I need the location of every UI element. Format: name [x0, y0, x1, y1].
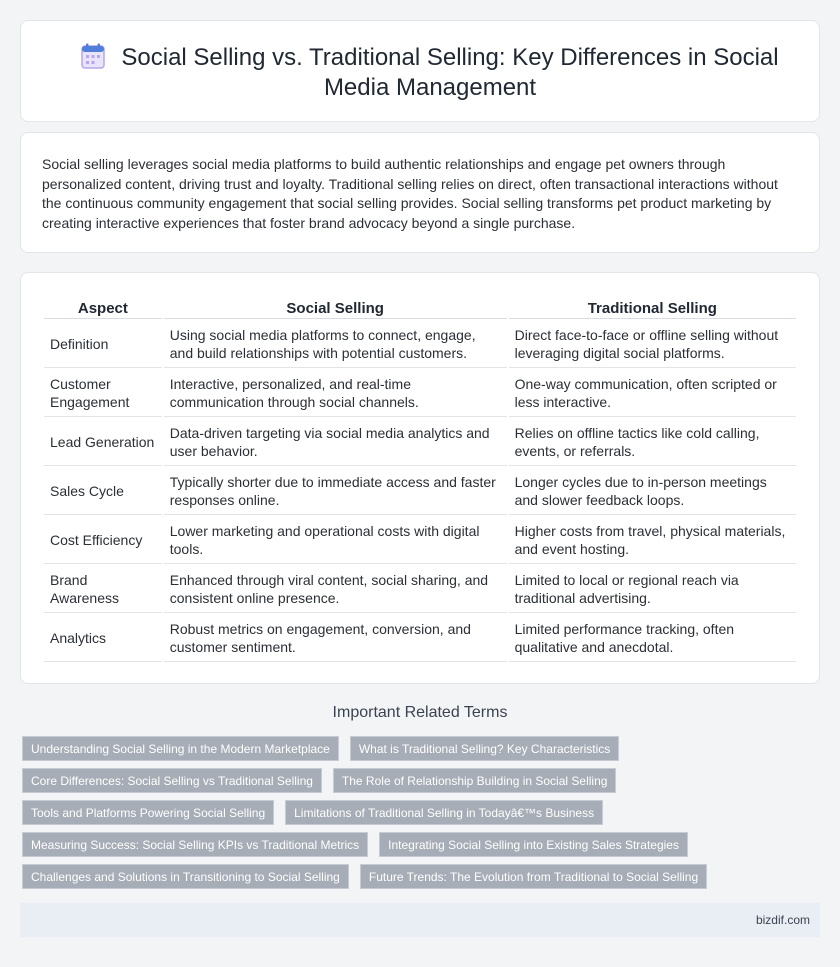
- aspect-cell: Analytics: [44, 615, 162, 662]
- related-term-link[interactable]: Integrating Social Selling into Existing Sales Strategies: [379, 832, 688, 857]
- aspect-cell: Lead Generation: [44, 419, 162, 466]
- social-cell: Data-driven targeting via social media analytics and user behavior.: [164, 419, 507, 466]
- social-cell: Robust metrics on engagement, conversion, and customer sentiment.: [164, 615, 507, 662]
- aspect-cell: Cost Efficiency: [44, 517, 162, 564]
- aspect-cell: Sales Cycle: [44, 468, 162, 515]
- tag-row: [22, 832, 822, 864]
- calendar-icon: [81, 43, 105, 69]
- tag-row: [22, 800, 822, 832]
- related-term-link[interactable]: Challenges and Solutions in Transitioning to Social Selling: [22, 864, 349, 889]
- footer-site-name: bizdif.com: [755, 913, 810, 927]
- header-traditional-selling: Traditional Selling: [509, 297, 796, 319]
- social-cell: Typically shorter due to immediate access and faster responses online.: [164, 468, 507, 515]
- table-row: [44, 468, 796, 515]
- table-row: [44, 321, 796, 368]
- tag-row: [22, 864, 822, 896]
- social-cell: Using social media platforms to connect, engage, and build relationships with potential customers.: [164, 321, 507, 368]
- social-cell: Enhanced through viral content, social sharing, and consistent online presence.: [164, 566, 507, 613]
- tag-row: [22, 768, 822, 800]
- traditional-cell: One-way communication, often scripted or less interactive.: [509, 370, 796, 417]
- header-card: [20, 20, 820, 122]
- related-term-link[interactable]: The Role of Relationship Building in Social Selling: [333, 768, 617, 793]
- related-term-link[interactable]: Understanding Social Selling in the Modern Marketplace: [22, 736, 339, 761]
- aspect-cell: Definition: [44, 321, 162, 368]
- table-row: [44, 615, 796, 662]
- table-row: [44, 370, 796, 417]
- related-terms-list: [22, 736, 822, 896]
- related-term-link[interactable]: Core Differences: Social Selling vs Traditional Selling: [22, 768, 322, 793]
- social-cell: Lower marketing and operational costs with digital tools.: [164, 517, 507, 564]
- related-term-link[interactable]: Tools and Platforms Powering Social Selling: [22, 800, 274, 825]
- aspect-cell: Customer Engagement: [44, 370, 162, 417]
- aspect-cell: Brand Awareness: [44, 566, 162, 613]
- traditional-cell: Longer cycles due to in-person meetings and slower feedback loops.: [509, 468, 796, 515]
- table-header-row: [44, 297, 796, 319]
- intro-card: [20, 132, 820, 253]
- related-term-link[interactable]: Limitations of Traditional Selling in Todayâ€™s Business: [285, 800, 603, 825]
- page-title-text: Social Selling vs. Traditional Selling: Key Differences in Social Media Management: [121, 44, 779, 101]
- table-row: [44, 419, 796, 466]
- tag-row: [22, 736, 822, 768]
- traditional-cell: Limited performance tracking, often qualitative and anecdotal.: [509, 615, 796, 662]
- traditional-cell: Direct face-to-face or offline selling without leveraging digital social platforms.: [509, 321, 796, 368]
- page-title: [71, 43, 789, 103]
- table-row: [44, 517, 796, 564]
- traditional-cell: Limited to local or regional reach via traditional advertising.: [509, 566, 796, 613]
- social-cell: Interactive, personalized, and real-time communication through social channels.: [164, 370, 507, 417]
- comparison-table: [42, 295, 798, 664]
- related-term-link[interactable]: What is Traditional Selling? Key Characteristics: [350, 736, 619, 761]
- comparison-card: [20, 272, 820, 684]
- intro-paragraph: Social selling leverages social media platforms to build authentic relationships and engage pet owners through personalized content, driving trust and loyalty. Traditional selling relies on direct, often transactional interactions without the continuous community engagement that social selling provides. Social selling transforms pet product marketing by creating interactive experiences that foster brand advocacy beyond a single purchase.: [42, 156, 778, 231]
- related-term-link[interactable]: Measuring Success: Social Selling KPIs vs Traditional Metrics: [22, 832, 368, 857]
- footer-bar: [20, 903, 820, 937]
- related-term-link[interactable]: Future Trends: The Evolution from Traditional to Social Selling: [360, 864, 707, 889]
- table-row: [44, 566, 796, 613]
- header-social-selling: Social Selling: [164, 297, 507, 319]
- traditional-cell: Relies on offline tactics like cold calling, events, or referrals.: [509, 419, 796, 466]
- header-aspect: Aspect: [44, 297, 162, 319]
- traditional-cell: Higher costs from travel, physical materials, and event hosting.: [509, 517, 796, 564]
- related-terms-title: Important Related Terms: [332, 704, 508, 721]
